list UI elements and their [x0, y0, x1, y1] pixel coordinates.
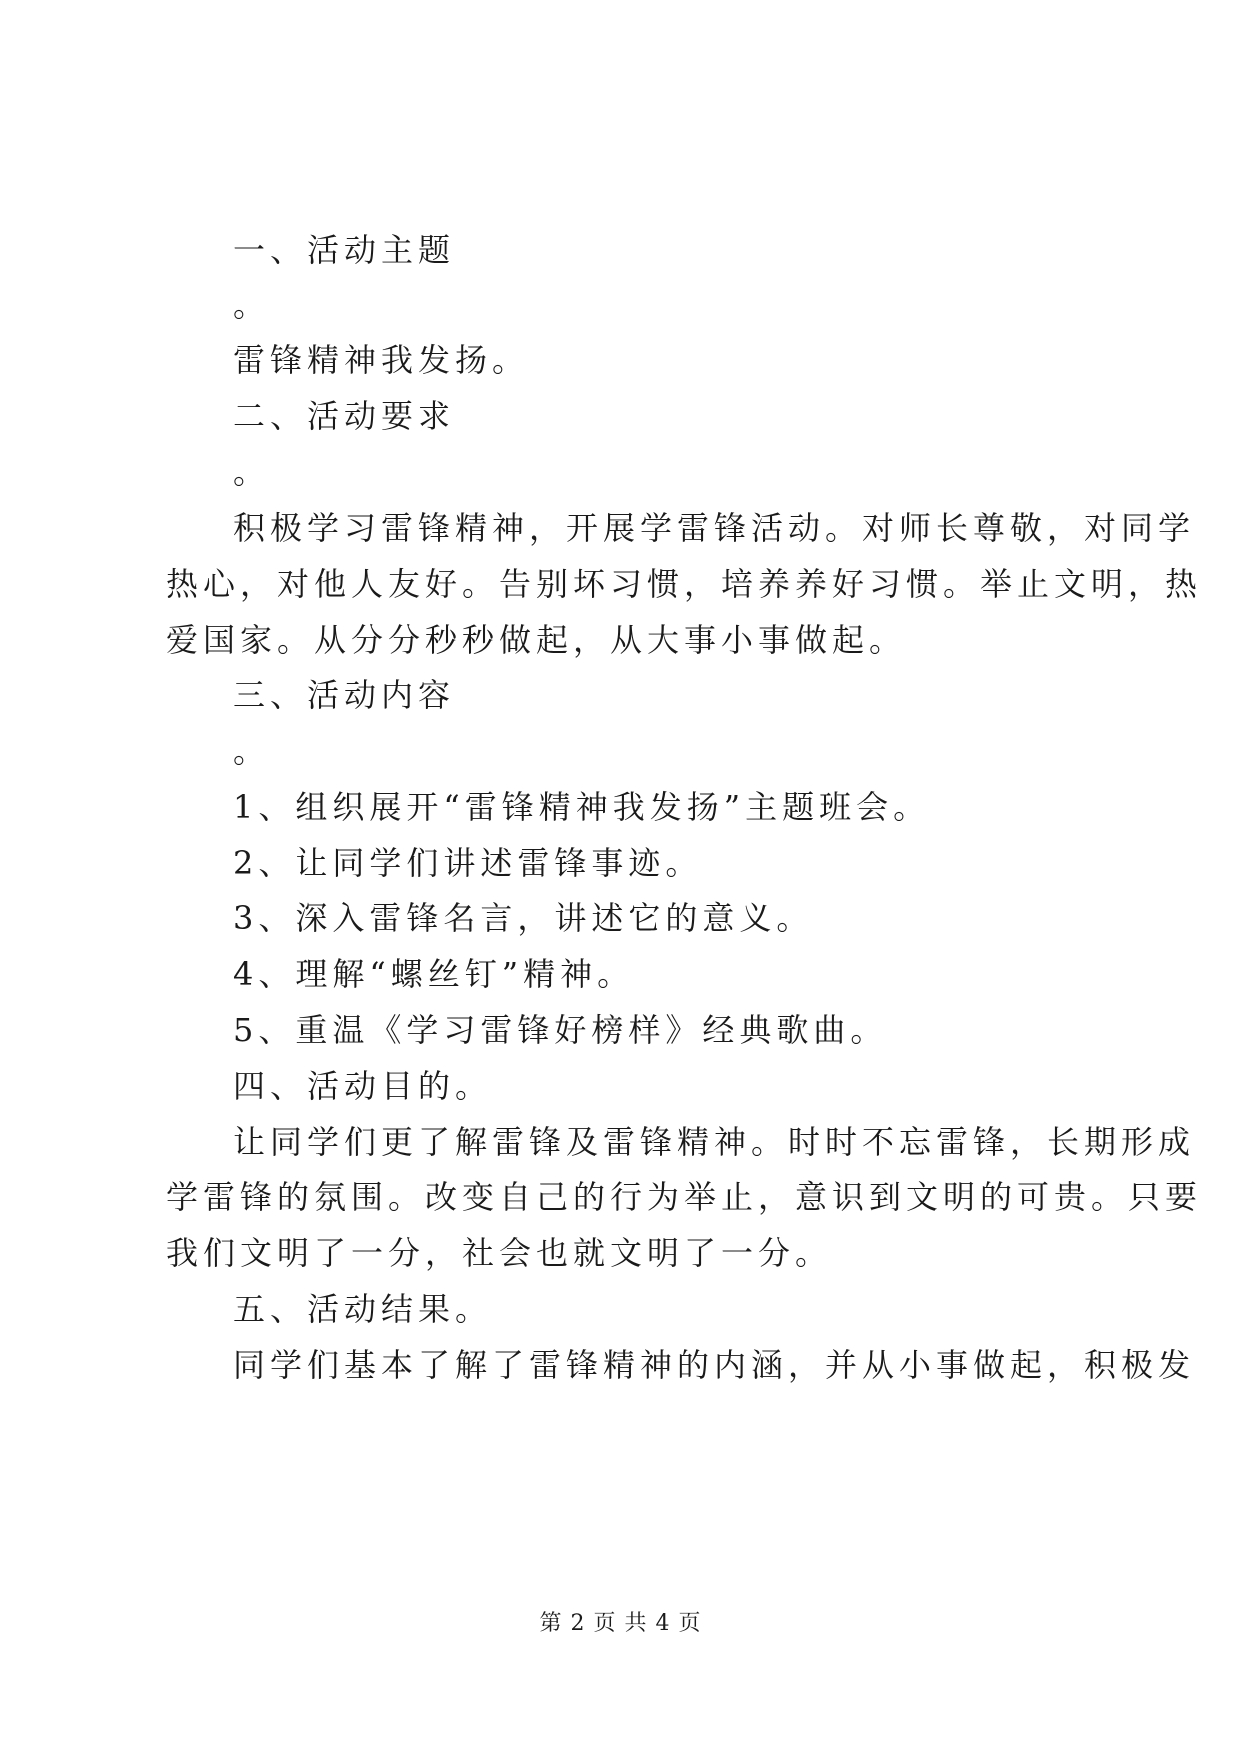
list-item: 5、重温《学习雷锋好榜样》经典歌曲。 [233, 1011, 888, 1049]
paragraph-line: 热心，对他人友好。告别坏习惯，培养养好习惯。举止文明，热 [166, 565, 1203, 603]
punctuation-line: 。 [233, 732, 271, 770]
page-footer: 第 2 页 共 4 页 [539, 1611, 702, 1636]
paragraph-line: 爱国家。从分分秒秒做起，从大事小事做起。 [166, 621, 907, 659]
paragraph-line: 同学们基本了解了雷锋精神的内涵，并从小事做起，积极发 [233, 1346, 1196, 1384]
section-heading-results: 五、活动结果。 [233, 1290, 493, 1328]
section-heading-theme: 一、活动主题 [233, 231, 456, 269]
paragraph-line: 我们文明了一分，社会也就文明了一分。 [166, 1234, 833, 1272]
section-heading-requirements: 二、活动要求 [233, 397, 456, 435]
paragraph-line: 雷锋精神我发扬。 [233, 341, 530, 379]
section-heading-purpose: 四、活动目的。 [233, 1067, 493, 1105]
list-item: 1、组织展开“雷锋精神我发扬”主题班会。 [233, 788, 931, 826]
paragraph-line: 积极学习雷锋精神，开展学雷锋活动。对师长尊敬，对同学 [233, 509, 1196, 547]
list-item: 4、理解“螺丝钉”精神。 [233, 955, 635, 993]
punctuation-line: 。 [233, 286, 271, 324]
list-item: 2、让同学们讲述雷锋事迹。 [233, 844, 703, 882]
list-item: 3、深入雷锋名言，讲述它的意义。 [233, 899, 814, 937]
section-heading-content: 三、活动内容 [233, 676, 456, 714]
paragraph-line: 让同学们更了解雷锋及雷锋精神。时时不忘雷锋，长期形成 [233, 1123, 1196, 1161]
paragraph-line: 学雷锋的氛围。改变自己的行为举止，意识到文明的可贵。只要 [166, 1178, 1203, 1216]
punctuation-line: 。 [233, 453, 271, 491]
